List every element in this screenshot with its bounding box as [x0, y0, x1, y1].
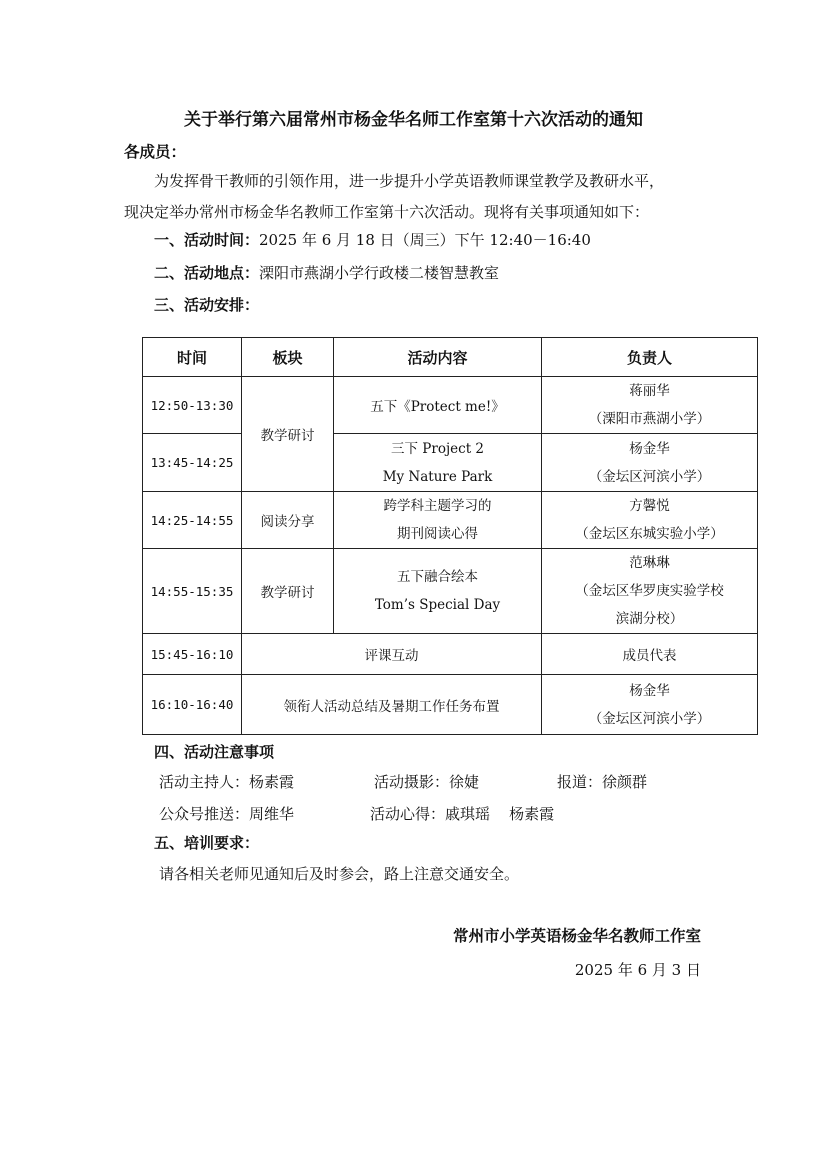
header-person: 负责人: [542, 338, 758, 377]
header-time: 时间: [143, 338, 242, 377]
table-row: [143, 634, 758, 675]
row-content: [334, 434, 542, 492]
person-name: 杨金华: [629, 440, 670, 457]
intro-paragraph-line-1: 为发挥骨干教师的引领作用，进一步提升小学英语教师课堂教学及教研水平，: [154, 172, 665, 190]
table-row: [143, 492, 758, 549]
row-time: 12:50-13:30: [143, 377, 242, 434]
requirement-text: 请各相关老师见通知后及时参会，路上注意交通安全。: [159, 865, 520, 883]
person-name: 范琳琳: [629, 555, 670, 571]
row-merged-content: 领衔人活动总结及暑期工作任务布置: [242, 675, 542, 735]
section-schedule-label: 三、活动安排：: [154, 296, 260, 314]
content-line: 跨学科主题学习的: [383, 498, 492, 514]
signature: 常州市小学英语杨金华名教师工作室: [452, 926, 701, 945]
row-content: [334, 492, 542, 549]
person-name: 杨金华: [629, 682, 670, 699]
row-person: [542, 549, 758, 634]
section-time: [154, 229, 591, 250]
row-content: [334, 377, 542, 434]
notice-title: 关于举行第六届常州市杨金华名师工作室第十六次活动的通知: [184, 110, 643, 130]
note-host: 活动主持人：杨素霞: [159, 773, 295, 791]
table-row: [143, 675, 758, 735]
row-content: [334, 549, 542, 634]
section-requirements: [154, 832, 259, 853]
section-requirements-label: 五、培训要求：: [154, 834, 260, 852]
greeting: 各成员：: [124, 142, 187, 161]
table-row: [143, 434, 758, 492]
person-name: 成员代表: [622, 648, 677, 664]
person-school: （金坛区东城实验小学）: [575, 526, 724, 542]
row-time: 13:45-14:25: [143, 434, 242, 492]
row-person: [542, 434, 758, 492]
section-location-label: 二、活动地点：: [154, 264, 260, 282]
row-time: 15:45-16:10: [143, 634, 242, 675]
row-block: 教学研讨: [242, 549, 334, 634]
note-wechat: 公众号推送：周维华: [159, 805, 295, 823]
person-school: （金坛区河滨小学）: [588, 468, 711, 485]
person-name: 方馨悦: [629, 498, 670, 514]
header-block: 板块: [242, 338, 334, 377]
table-header-row: [143, 338, 758, 377]
row-block: 阅读分享: [242, 492, 334, 549]
person-school: 滨湖分校）: [615, 611, 684, 627]
row-block: 教学研讨: [242, 377, 334, 492]
person-school: （溧阳市燕湖小学）: [588, 411, 711, 427]
row-merged-content: 评课互动: [242, 634, 542, 675]
content-line: My Nature Park: [382, 468, 493, 485]
header-content: 活动内容: [334, 338, 542, 377]
content-line: Tom’s Special Day: [374, 597, 501, 613]
table-row: [143, 549, 758, 634]
row-person: [542, 377, 758, 434]
content-line: 五下融合绘本: [397, 569, 478, 585]
table-row: [143, 377, 758, 434]
section-location-value: 溧阳市燕湖小学行政楼二楼智慧教室: [259, 264, 500, 282]
content-line: 期刊阅读心得: [397, 526, 478, 542]
section-notes: [154, 741, 274, 762]
note-reflection: 活动心得：戚琪瑶 杨素霞: [370, 805, 555, 823]
signature-date: 2025 年 6 月 3 日: [574, 961, 701, 979]
schedule-table: [142, 337, 758, 735]
row-person: [542, 492, 758, 549]
person-school: （金坛区河滨小学）: [588, 710, 711, 727]
content-line: 五下《Protect me!》: [370, 399, 505, 415]
content-line: 三下 Project 2: [391, 440, 484, 457]
note-photo: 活动摄影：徐婕: [374, 773, 480, 791]
person-name: 蒋丽华: [629, 383, 670, 399]
section-time-label: 一、活动时间：: [154, 231, 260, 249]
row-person: [542, 634, 758, 675]
note-report: 报道：徐颜群: [557, 773, 648, 791]
section-time-value: 2025 年 6 月 18 日（周三）下午 12:40－16:40: [259, 231, 591, 249]
section-location: [154, 262, 499, 283]
row-time: 14:55-15:35: [143, 549, 242, 634]
section-schedule: [154, 294, 259, 315]
row-time: 16:10-16:40: [143, 675, 242, 735]
row-person: [542, 675, 758, 735]
person-school: （金坛区华罗庚实验学校: [575, 583, 724, 599]
intro-paragraph-line-2: 现决定举办常州市杨金华名教师工作室第十六次活动。现将有关事项通知如下：: [124, 203, 650, 221]
section-notes-label: 四、活动注意事项: [154, 743, 275, 761]
row-time: 14:25-14:55: [143, 492, 242, 549]
